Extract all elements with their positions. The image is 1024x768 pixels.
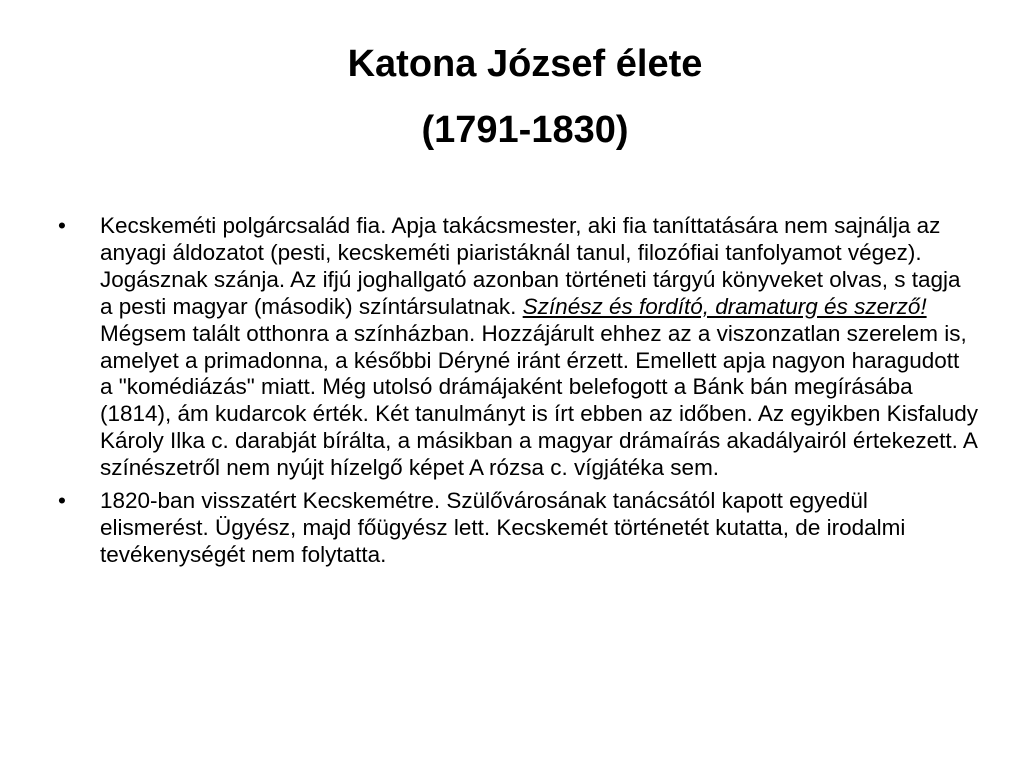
bullet-text: 1820-ban visszatért Kecskemétre. Szülővárosának tanácsától kapott egyedül elismerést. Ügyész, majd főügyész lett. Kecskemét történetét kutatta, de irodalmi tevékenységét nem folytatta. — [100, 488, 906, 567]
bullet-text-rest: Mégsem talált otthonra a színházban. Hozzájárult ehhez az a viszonzatlan szerelem is, amelyet a primadonna, a későbbi Déryné iránt érzett. Emellett apja nagyon haragudott a "komédiázás" miatt. Még utolsó drámájaként belefogott a Bánk bán megírásába (1814), ám kudarcok érték. Két tanulmányt is írt ebben az időben. Az egyikben Kisfaludy Károly Ilka c. darabját bírálta, a másikban a magyar drámaírás akadályairól értekezett. A színészetről nem nyújt hízelgő képet A rózsa c. vígjátéka sem. — [100, 320, 978, 481]
slide-title: Katona József élete — [347, 43, 703, 85]
bullet-icon: • — [58, 213, 66, 238]
bullet-text-emphasis: Színész és fordító, dramaturg és szerző! — [522, 293, 927, 319]
bullet-text-intro: Kecskeméti polgárcsalád fia. Apja takácsmester, aki fia taníttatására nem sajnálja az anyagi áldozatot (pesti, kecskeméti piaristáknál tanul, filozófiai tanfolyamot végez). Jogásznak szánja. Az ifjú joghallgató azonban történeti tárgyú könyveket olvas, s tagja a pesti magyar (második) színtársulatnak. — [100, 213, 961, 319]
bullet-item-kecskemet — [58, 488, 978, 569]
bullet-item-biography — [58, 213, 978, 482]
bullet-list — [58, 213, 978, 575]
bullet-icon: • — [58, 488, 66, 514]
slide-subtitle-years: (1791-1830) — [421, 109, 629, 151]
